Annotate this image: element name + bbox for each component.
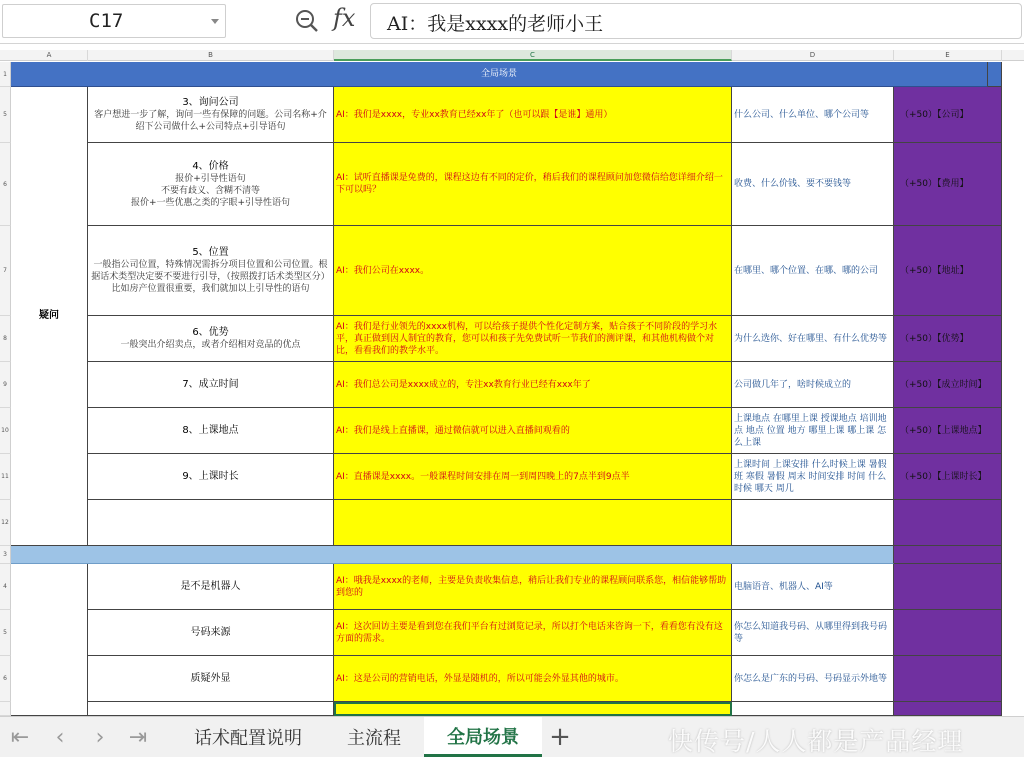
last-sheet-icon[interactable]: ⇥ <box>128 724 148 750</box>
row-header[interactable]: 12 <box>0 500 11 546</box>
prev-sheet-icon[interactable]: ‹ <box>55 724 65 750</box>
table-cell-empty[interactable] <box>732 702 894 716</box>
watermark: 快传号/人人都是产品经理 <box>668 727 964 756</box>
section-separator-row[interactable] <box>11 546 894 564</box>
row-header[interactable] <box>0 702 11 716</box>
table-cell-title[interactable] <box>88 408 334 454</box>
table-cell-score[interactable]: （+50）【上课地点】 <box>894 408 1002 454</box>
table-cell-keywords[interactable]: 在哪里、哪个位置、在哪、哪的公司 <box>732 226 894 316</box>
table-cell-empty[interactable] <box>88 702 334 716</box>
cell-reference: C17 <box>89 10 124 32</box>
header-row-cell[interactable]: 全局场景 <box>11 62 988 87</box>
formula-bar <box>0 0 1024 44</box>
section-separator-row-end[interactable] <box>894 546 1002 564</box>
table-cell-empty[interactable] <box>894 500 1002 546</box>
selected-cell-c17[interactable] <box>334 702 732 716</box>
zoom-icon[interactable] <box>294 8 320 34</box>
row-header[interactable]: 4 <box>0 564 11 610</box>
row-header[interactable]: 10 <box>0 408 11 454</box>
cell-title: 5、位置 <box>192 247 229 258</box>
row-header[interactable]: 1 <box>0 62 11 87</box>
table-cell-ai[interactable]: AI：试听直播课是免费的，课程这边有不同的定价，稍后我们的课程顾问加您微信给您详细介绍一下可以吗？ <box>334 143 732 226</box>
table-cell-ai[interactable]: AI：我们是xxxx，专业xx教育已经xx年了（也可以跟【是谁】通用） <box>334 87 732 143</box>
table-cell-ai[interactable]: AI：我们总公司是xxxx成立的，专注xx教育行业已经有xxx年了 <box>334 362 732 408</box>
cell-desc: 报价+引导性语句 不要有歧义、含糊不清等 报价+一些优惠之类的字眼+引导性语句 <box>130 173 291 208</box>
table-cell-title[interactable] <box>88 564 334 610</box>
table-cell-score[interactable] <box>894 564 1002 610</box>
section-label-cell[interactable]: 疑问 <box>11 87 88 546</box>
table-cell-keywords[interactable]: 什么公司、什么单位、哪个公司等 <box>732 87 894 143</box>
table-cell-score[interactable] <box>894 610 1002 656</box>
table-cell-title[interactable] <box>88 610 334 656</box>
table-cell-empty[interactable] <box>334 500 732 546</box>
column-header-e[interactable]: E <box>894 50 1002 61</box>
tab-script-config[interactable]: 话术配置说明 <box>194 728 302 749</box>
table-cell-title[interactable] <box>88 454 334 500</box>
column-header-a[interactable]: A <box>11 50 88 61</box>
table-cell-keywords[interactable]: 公司做几年了，啥时候成立的 <box>732 362 894 408</box>
next-sheet-icon[interactable]: › <box>95 724 105 750</box>
table-cell-score[interactable]: （+50）【优势】 <box>894 316 1002 362</box>
section-label-cell[interactable] <box>11 564 88 716</box>
table-cell-empty[interactable] <box>88 500 334 546</box>
column-header-d[interactable]: D <box>732 50 894 61</box>
tab-main-flow[interactable]: 主流程 <box>347 728 401 749</box>
row-header[interactable]: 6 <box>0 656 11 702</box>
table-cell-ai[interactable]: AI：这次回访主要是看到您在我们平台有过浏览记录，所以打个电话来咨询一下，看看您有没有这方面的需求。 <box>334 610 732 656</box>
cell-title: 8、上课地点 <box>182 425 239 436</box>
row-header[interactable]: 9 <box>0 362 11 408</box>
table-cell-score[interactable]: （+50）【地址】 <box>894 226 1002 316</box>
column-header-c[interactable]: C <box>334 50 732 61</box>
table-cell-score[interactable]: （+50）【费用】 <box>894 143 1002 226</box>
cell-title: 7、成立时间 <box>182 379 239 390</box>
table-cell-keywords[interactable]: 收费、什么价钱、要不要钱等 <box>732 143 894 226</box>
row-header[interactable]: 11 <box>0 454 11 500</box>
cell-title: 质疑外显 <box>190 673 231 684</box>
table-cell-title[interactable] <box>88 226 334 316</box>
table-cell-ai[interactable]: AI：哦我是xxxx的老师，主要是负责收集信息，稍后让我们专业的课程顾问联系您，相信能够帮助到您的 <box>334 564 732 610</box>
row-header[interactable]: 5 <box>0 610 11 656</box>
tab-global-scene[interactable]: 全局场景 <box>424 717 542 757</box>
table-cell-score[interactable]: （+50）【公司】 <box>894 87 1002 143</box>
table-cell-ai[interactable]: AI：我们是线上直播课，通过微信就可以进入直播间观看的 <box>334 408 732 454</box>
table-cell-score[interactable] <box>894 656 1002 702</box>
column-headers <box>0 50 1024 61</box>
cell-desc: 一般指公司位置，特殊情况需拆分项目位置和公司位置。根据话术类型决定要不要进行引导，（按照拨打话术类型区分）比如房产位置很重要，我们就加以上引导性的语句 <box>91 260 330 294</box>
table-cell-empty[interactable] <box>732 500 894 546</box>
header-row-cell-end[interactable] <box>988 62 1002 87</box>
cell-title: 3、询问公司 <box>182 97 239 108</box>
add-sheet-button[interactable]: + <box>549 722 571 752</box>
cell-desc: 客户想进一步了解，询问一些有保障的问题。公司名称+介绍下公司做什么+公司特点+引导语句 <box>94 110 327 132</box>
cell-title: 9、上课时长 <box>182 471 239 482</box>
cell-title: 4、价格 <box>192 160 229 172</box>
table-cell-keywords[interactable]: 电脑语音、机器人、AI等 <box>732 564 894 610</box>
formula-value: AI：我是xxxx的老师小王 <box>387 13 604 35</box>
row-header[interactable]: 5 <box>0 87 11 143</box>
table-cell-title[interactable] <box>88 87 334 143</box>
table-cell-title[interactable] <box>88 362 334 408</box>
table-cell-empty[interactable] <box>894 702 1002 716</box>
fx-icon[interactable]: fx <box>333 4 356 32</box>
row-header[interactable]: 3 <box>0 546 11 564</box>
table-cell-score[interactable]: （+50）【上课时长】 <box>894 454 1002 500</box>
table-cell-ai[interactable]: AI：我们是行业领先的xxxx机构，可以给孩子提供个性化定制方案，贴合孩子不同阶段的学习水平，真正做到因人制宜的教育，您可以和孩子先免费试听一节我们的测评课，和其他机构做个对比，看看我们的教学水平。 <box>334 316 732 362</box>
table-cell-keywords[interactable]: 上课时间 上课安排 什么时候上课 暑假班 寒假 暑假 周末 时间安排 时间 什么时候 哪天 周几 <box>732 454 894 500</box>
table-cell-title[interactable] <box>88 656 334 702</box>
table-cell-keywords[interactable]: 上课地点 在哪里上课 授课地点 培训地点 地点 位置 地方 哪里上课 哪上课 怎么上课 <box>732 408 894 454</box>
cell-title: 6、优势 <box>192 327 229 338</box>
column-header-b[interactable]: B <box>88 50 334 61</box>
table-cell-keywords[interactable]: 你怎么是广东的号码、号码显示外地等 <box>732 656 894 702</box>
cell-desc: 一般突出介绍卖点，或者介绍相对竞品的优点 <box>120 340 301 350</box>
cell-title: 是不是机器人 <box>180 581 241 592</box>
cell-title: 号码来源 <box>190 627 231 638</box>
row-header[interactable]: 8 <box>0 316 11 362</box>
table-cell-score[interactable]: （+50）【成立时间】 <box>894 362 1002 408</box>
table-cell-title[interactable] <box>88 143 334 226</box>
table-cell-keywords[interactable]: 你怎么知道我号码、从哪里得到我号码等 <box>732 610 894 656</box>
chevron-down-icon[interactable] <box>211 19 219 24</box>
first-sheet-icon[interactable]: ⇤ <box>10 724 30 750</box>
table-cell-ai[interactable]: AI：直播课是xxxx。一般课程时间安排在周一到周四晚上的7点半到9点半 <box>334 454 732 500</box>
row-header[interactable]: 7 <box>0 226 11 316</box>
table-cell-ai[interactable]: AI：这是公司的营销电话，外显是随机的，所以可能会外显其他的城市。 <box>334 656 732 702</box>
table-cell-title[interactable] <box>88 316 334 362</box>
row-header[interactable]: 6 <box>0 143 11 226</box>
formula-input[interactable] <box>370 3 1022 39</box>
table-cell-ai[interactable]: AI：我们公司在xxxx。 <box>334 226 732 316</box>
name-box[interactable] <box>2 4 226 38</box>
table-cell-keywords[interactable]: 为什么选你、好在哪里、有什么优势等 <box>732 316 894 362</box>
